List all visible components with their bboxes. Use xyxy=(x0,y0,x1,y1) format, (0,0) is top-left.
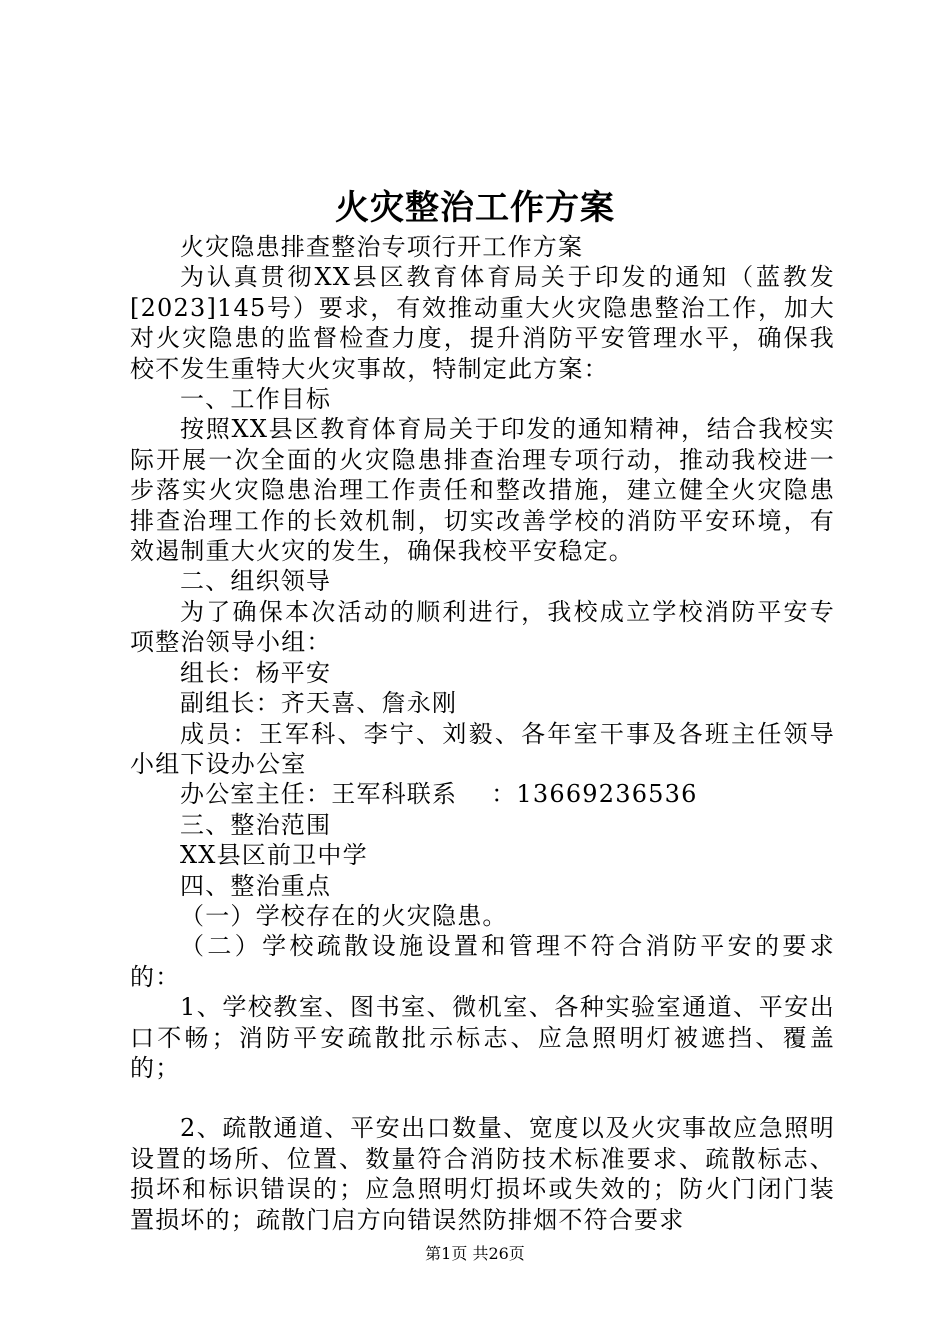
office-director-line: 办公室主任：王军科联系 ：13669236536 xyxy=(180,780,698,809)
deputy-leader-line: 副组长：齐天喜、詹永刚 xyxy=(180,689,458,718)
goals-paragraph: 按照XX县区教育体育局关于印发的通知精神，结合我校实际开展一次全面的火灾隐患排查治理专项行动，推动我校进一步落实火灾隐患治理工作责任和整改措施，建立健全火灾隐患排查治理工作的长效机制，切实改善学校的消防平安环境，有效遏制重大火灾的发生，确保我校平安稳定。 xyxy=(130,415,835,566)
document-title: 火灾整治工作方案 xyxy=(335,188,615,228)
section-heading-organization: 二、组织领导 xyxy=(180,567,332,596)
section-heading-goals: 一、工作目标 xyxy=(180,385,332,414)
intro-paragraph: 为认真贯彻XX县区教育体育局关于印发的通知（蓝教发[2023]145号）要求，有效推动重大火灾隐患整治工作，加大对火灾隐患的监督检查力度，提升消防平安管理水平，确保我校不发生重特大火灾事故，特制定此方案： xyxy=(130,263,835,383)
members-line: 成员：王军科、李宁、刘毅、各年室干事及各班主任领导小组下设办公室 xyxy=(130,719,835,778)
focus-item-2: （二）学校疏散设施设置和管理不符合消防平安的要求的： xyxy=(130,932,835,991)
subtitle-paragraph: 火灾隐患排查整治专项行开工作方案 xyxy=(180,233,584,261)
focus-subitem-1: 1、学校教室、图书室、微机室、各种实验室通道、平安出口不畅；消防平安疏散批示标志、应急照明灯被遮挡、覆盖的； xyxy=(130,993,835,1082)
document-body xyxy=(130,232,835,1235)
focus-subitem-2: 2、疏散通道、平安出口数量、宽度以及火灾事故应急照明设置的场所、位置、数量符合消防技术标准要求、疏散标志、损坏和标识错误的；应急照明灯损坏或失效的；防火门闭门装置损坏的；疏散门启方向错误然防排烟不符合要求 xyxy=(130,1114,835,1234)
leader-line: 组长：杨平安 xyxy=(180,658,332,687)
scope-line: XX县区前卫中学 xyxy=(180,841,368,870)
section-heading-scope: 三、整治范围 xyxy=(180,810,332,839)
page-footer: 第1页 共26页 xyxy=(425,1244,525,1263)
focus-item-1: （一）学校存在的火灾隐患。 xyxy=(180,901,508,930)
section-heading-focus: 四、整治重点 xyxy=(180,871,332,900)
paragraph-gap xyxy=(130,1083,835,1113)
organization-paragraph: 为了确保本次活动的顺利进行，我校成立学校消防平安专项整治领导小组： xyxy=(130,597,835,657)
